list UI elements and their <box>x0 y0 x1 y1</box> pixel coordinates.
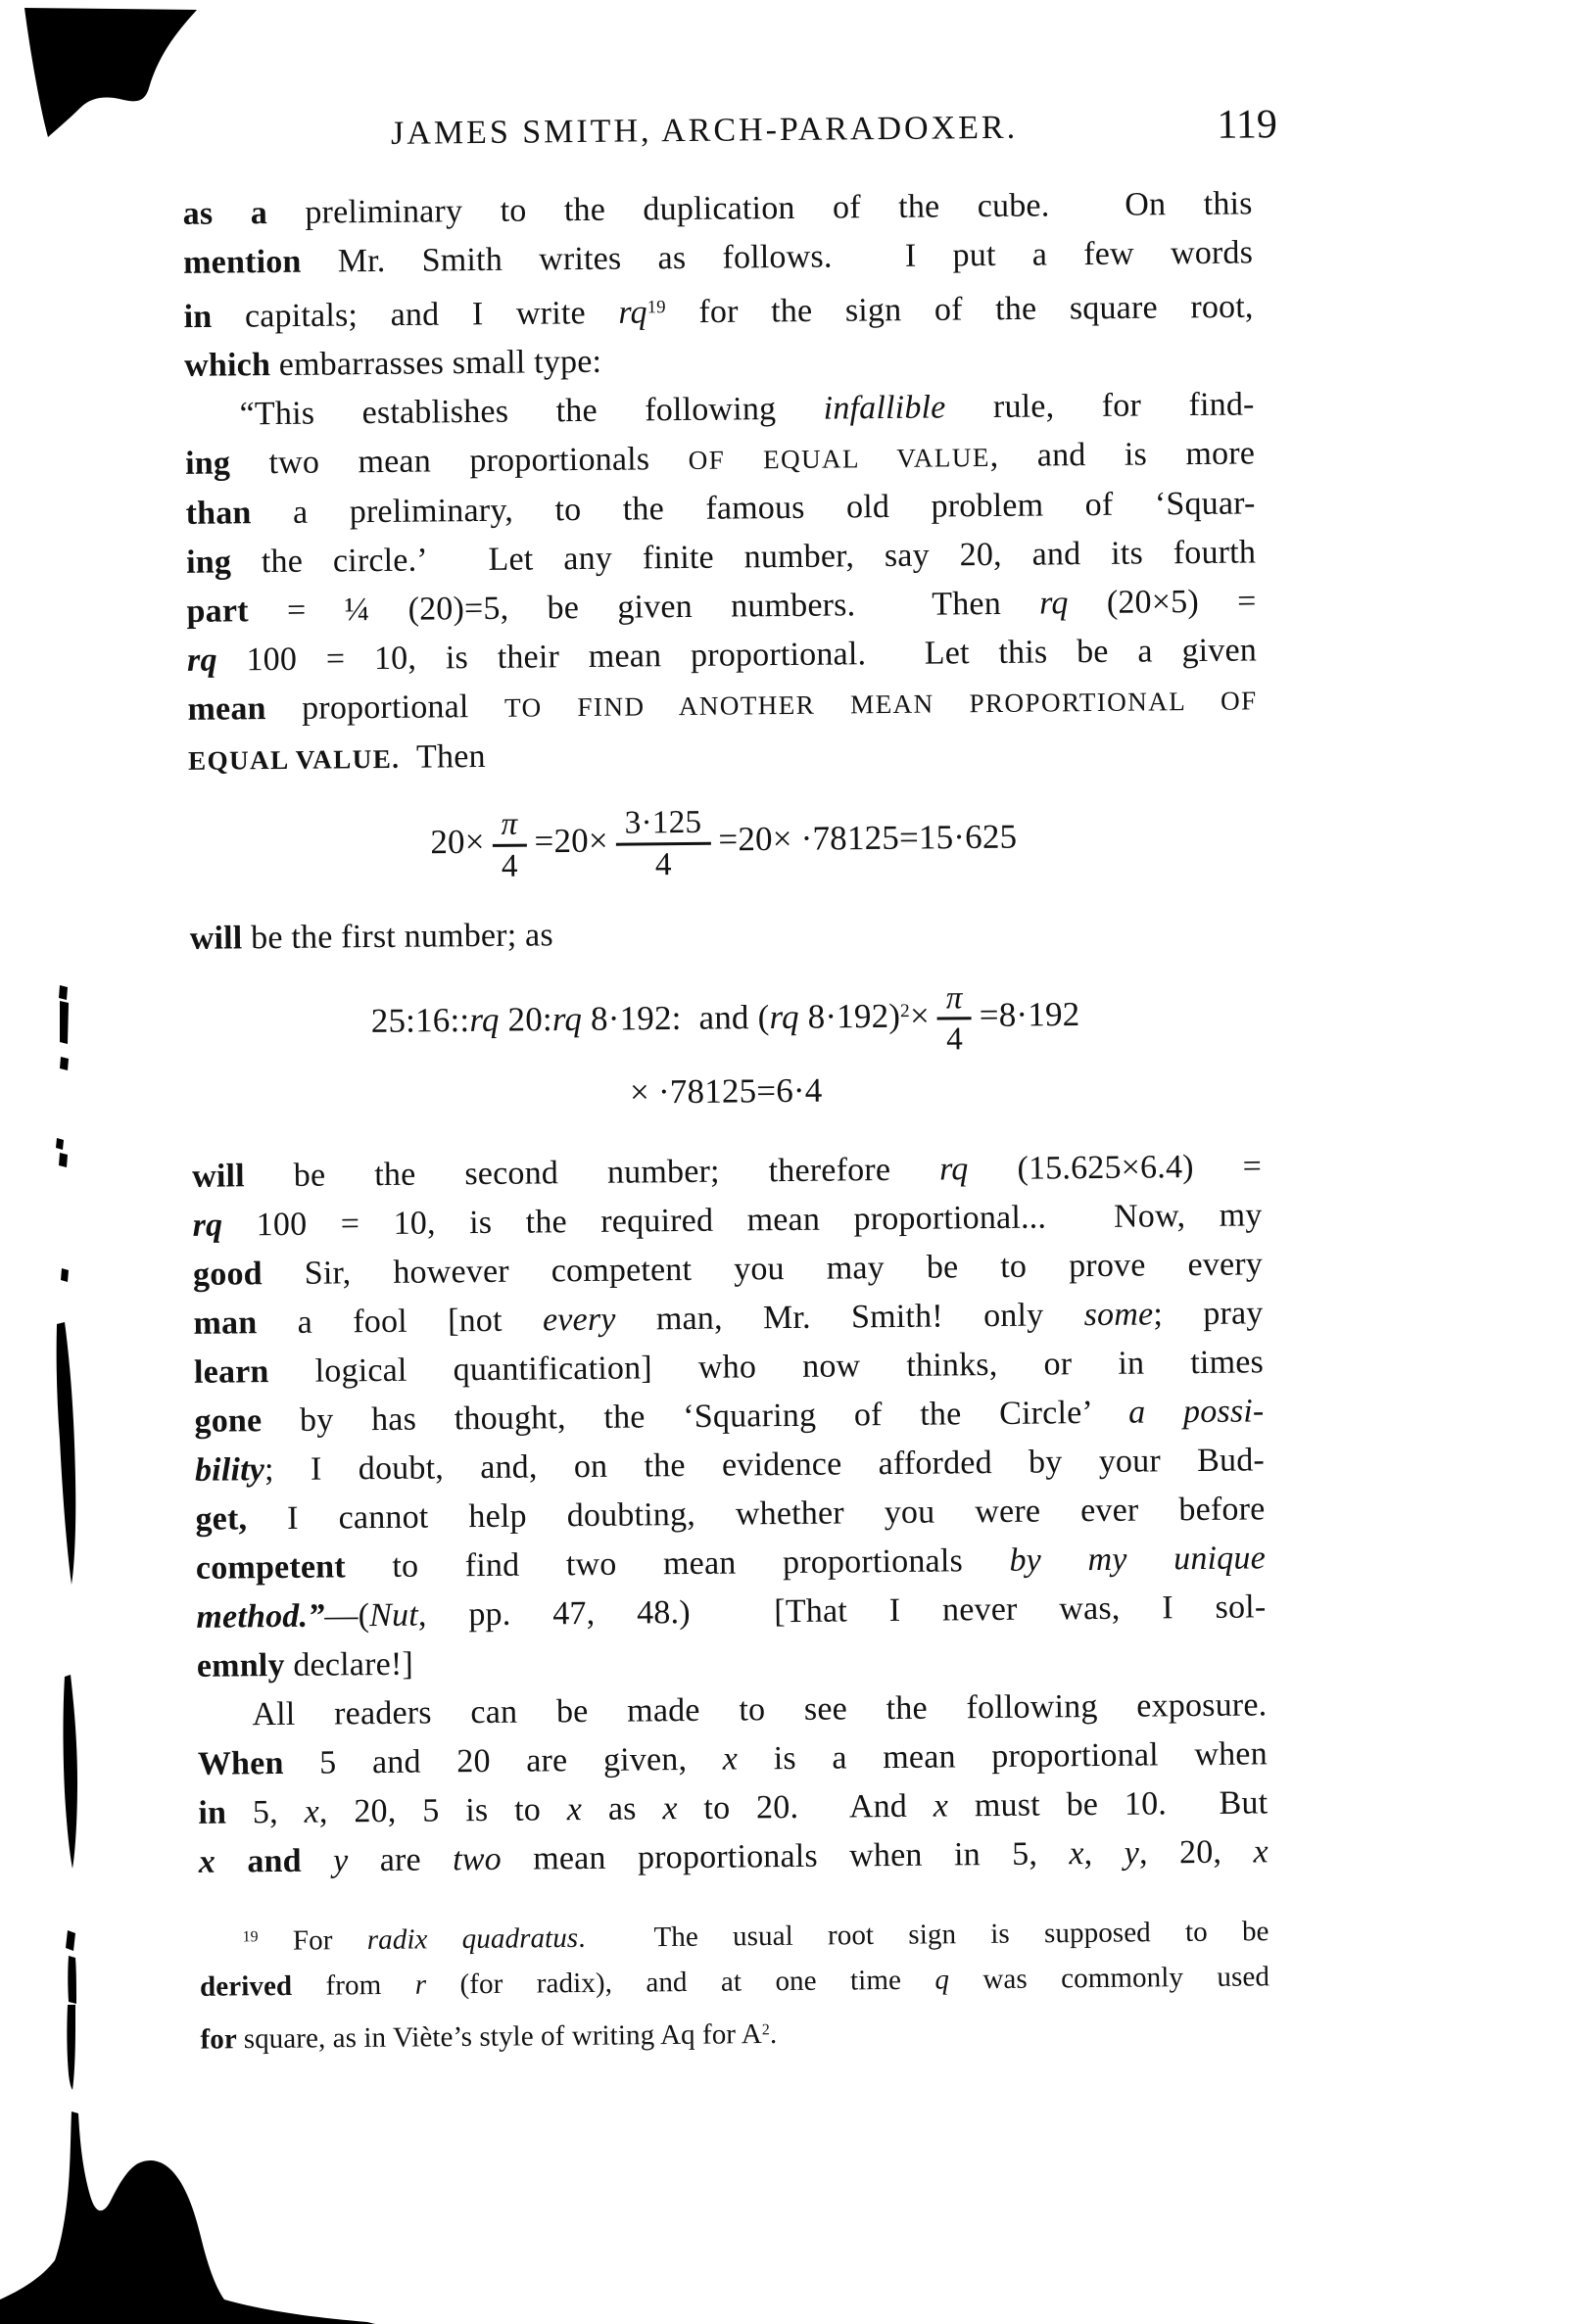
text-segment: y <box>1124 1834 1140 1872</box>
text-segment: by has thought, the ‘Squaring of the Circle’ <box>299 1394 1129 1440</box>
text-segment: 19 <box>242 1928 259 1946</box>
text-segment: learn <box>193 1352 315 1392</box>
text-segment: will <box>189 920 252 957</box>
text-segment: and <box>215 1842 334 1880</box>
text-segment: I cannot help doubting, whether you were ever before <box>286 1491 1266 1538</box>
text-segment: radix quadratus <box>366 1922 579 1957</box>
fraction-numerator: 3·125 <box>615 804 710 845</box>
text-segment: x <box>1069 1835 1084 1873</box>
text-segment: × <box>909 996 931 1035</box>
text-segment: rq <box>192 1207 257 1245</box>
text-segment: proportional <box>301 688 505 728</box>
text-segment: two <box>452 1841 503 1878</box>
text-segment: 8·192: and ( <box>581 997 770 1038</box>
text-segment: man <box>193 1304 298 1343</box>
text-segment: × ·78125=6·4 <box>629 1070 823 1112</box>
paragraph-4 <box>197 1682 1269 1887</box>
text-segment: for <box>200 2023 244 2056</box>
text-segment: 5 and 20 are given, <box>319 1740 723 1781</box>
text-segment: OF EQUAL VALUE <box>688 443 990 476</box>
text-segment: Then <box>400 738 486 777</box>
text-segment: EQUAL VALUE. <box>187 744 401 777</box>
fraction-denominator: 4 <box>654 845 672 882</box>
equation-line <box>191 1061 1262 1131</box>
text-segment: than <box>185 495 294 533</box>
text-segment: preliminary to the duplication of the cube. On this <box>305 185 1253 231</box>
text-segment: 2 <box>761 2021 771 2039</box>
text-segment: , 20, 5 is to <box>318 1791 567 1830</box>
text-segment: 100 = 10, is the required mean proportional... Now, my <box>256 1197 1263 1244</box>
text-segment: a preliminary, to the famous old problem of ‘Squar- <box>292 485 1256 532</box>
text-segment: . The usual root sign is supposed to be <box>578 1916 1269 1955</box>
text-segment: rq <box>618 294 647 331</box>
text-segment: for the sign of the square root, <box>665 288 1254 331</box>
fraction-numerator: π <box>492 806 526 847</box>
text-segment: x <box>1253 1833 1269 1871</box>
text-segment: rq <box>186 641 247 680</box>
paragraph-2 <box>184 381 1258 785</box>
text-segment: to find two mean proportionals <box>392 1542 1010 1586</box>
text-segment: from <box>325 1968 415 2002</box>
text-segment: will <box>191 1158 294 1196</box>
text-segment: square, as in Viète’s style of writing Aq for A <box>243 2018 763 2056</box>
text-content <box>182 179 1269 2063</box>
text-segment: , and is more <box>989 435 1256 475</box>
text-segment: x <box>566 1791 583 1828</box>
text-segment: x <box>933 1787 949 1825</box>
text-segment: 19 <box>646 297 666 318</box>
text-segment: 2 <box>900 1000 911 1021</box>
text-segment: as a <box>182 194 306 232</box>
text-segment: 5, <box>252 1794 305 1831</box>
text-segment: r <box>414 1968 427 2001</box>
text-segment: (15.625×6.4) = <box>968 1148 1263 1188</box>
text-segment: =8·192 <box>979 994 1080 1034</box>
text-segment: every <box>542 1301 616 1339</box>
text-segment: rq <box>551 999 583 1038</box>
text-segment: ; I doubt, and, on the evidence afforded by your Bud- <box>263 1442 1266 1489</box>
text-segment: embarrasses small type: <box>278 344 602 384</box>
fraction <box>615 804 710 882</box>
text-segment: For <box>258 1924 367 1958</box>
text-segment: part <box>186 593 288 631</box>
text-segment: —( <box>324 1597 370 1635</box>
text-segment: logical quantification] who now thinks, or in times <box>314 1344 1265 1390</box>
equation-2 <box>190 953 1262 1153</box>
text-segment: 20: <box>499 999 553 1039</box>
text-segment: good <box>192 1255 305 1294</box>
text-segment: must be 10. But <box>947 1784 1269 1825</box>
text-segment: =20× <box>534 821 609 861</box>
text-segment: TO FIND ANOTHER MEAN PROPORTIONAL OF <box>503 686 1258 724</box>
text-segment: rule, for find- <box>945 386 1255 426</box>
text-segment: 25:16:: <box>370 1000 470 1040</box>
text-segment: bility <box>194 1451 265 1490</box>
fraction <box>937 979 973 1058</box>
text-segment: mean proportionals when in 5, <box>501 1835 1070 1878</box>
text-segment: Sir, however competent you may be to prove every <box>304 1246 1264 1292</box>
text-segment: infallible <box>823 389 946 427</box>
text-line <box>200 2005 1269 2063</box>
text-segment: declare!] <box>293 1645 414 1684</box>
text-segment: , pp. 47, 48.) [That I never was, I sol- <box>417 1589 1267 1634</box>
text-segment: emnly <box>196 1647 294 1685</box>
text-segment: two mean proportionals <box>268 441 689 482</box>
text-segment: be the first number; as <box>251 917 553 957</box>
text-segment: ing <box>185 544 263 582</box>
text-segment: the circle.’ Let any finite number, say 20, and its fourth <box>261 534 1257 581</box>
text-segment: man, Mr. Smith! only <box>615 1297 1084 1338</box>
text-segment: x <box>662 1790 678 1827</box>
text-line <box>187 676 1257 735</box>
text-segment: x <box>198 1843 216 1881</box>
text-segment: get, <box>195 1500 288 1539</box>
text-segment: was commonly used <box>948 1961 1270 1996</box>
text-segment: gone <box>194 1402 301 1441</box>
text-segment: y <box>332 1842 349 1879</box>
fraction <box>492 806 527 884</box>
text-segment: a possi- <box>1127 1393 1265 1431</box>
text-segment: rq <box>938 1151 969 1188</box>
text-segment: Nut <box>368 1596 419 1635</box>
paragraph-1 <box>182 179 1254 391</box>
text-segment: rq <box>769 997 799 1036</box>
text-line <box>199 1828 1269 1887</box>
text-segment: 100 = 10, is their mean proportional. Let this be a given <box>246 632 1258 679</box>
text-segment: q <box>934 1964 950 1996</box>
fraction-numerator: π <box>937 979 972 1020</box>
text-segment: method.” <box>196 1597 325 1636</box>
text-segment: as <box>581 1790 663 1828</box>
text-segment: rq <box>469 1000 500 1039</box>
text-segment: ; pray <box>1153 1295 1264 1333</box>
text-segment: to 20. And <box>677 1787 934 1827</box>
text-segment: 8·192) <box>798 996 901 1036</box>
footnote <box>199 1907 1269 2063</box>
text-segment: mention <box>182 243 338 281</box>
text-segment: x <box>722 1740 739 1778</box>
text-segment: rq <box>1039 585 1069 622</box>
text-segment: by my unique <box>1009 1540 1267 1580</box>
text-segment: are <box>348 1841 454 1879</box>
text-segment: in <box>183 298 246 336</box>
text-segment: “This establishes the following <box>239 390 824 433</box>
text-segment: All readers can be made to see the following exposure. <box>252 1686 1268 1733</box>
fraction-denominator: 4 <box>945 1020 964 1058</box>
paragraph-3 <box>192 1143 1267 1691</box>
text-line <box>183 277 1253 342</box>
text-segment: = ¼ (20)=5, be given numbers. Then <box>286 585 1040 630</box>
text-segment: x <box>304 1793 320 1831</box>
text-segment: competent <box>195 1548 393 1588</box>
text-segment: . <box>769 2018 778 2051</box>
text-segment: which <box>183 347 279 385</box>
text-segment: ing <box>184 445 269 483</box>
text-segment: (for radix), and at one time <box>425 1964 935 2001</box>
page-header <box>182 101 1278 162</box>
text-segment: some <box>1083 1296 1154 1334</box>
text-segment: mean <box>187 690 303 729</box>
text-segment: 20× <box>430 823 485 862</box>
fraction-denominator: 4 <box>501 847 518 884</box>
running-title: JAMES SMITH, ARCH-PARADOXER. <box>390 109 1019 152</box>
text-segment: is a mean proportional when <box>737 1735 1269 1778</box>
text-segment: Mr. Smith writes as follows. I put a few words <box>337 234 1254 280</box>
text-segment: derived <box>199 1969 326 2004</box>
text-segment: (20×5) = <box>1068 583 1257 622</box>
equation-1 <box>188 776 1259 915</box>
text-segment: , 20, <box>1138 1833 1254 1872</box>
text-segment: in <box>198 1794 254 1832</box>
text-segment: be the second number; therefore <box>293 1151 940 1195</box>
text-segment: a fool [not <box>297 1302 544 1342</box>
text-segment: , <box>1083 1834 1125 1873</box>
equation-line <box>190 971 1261 1070</box>
equation-line <box>188 793 1259 893</box>
page-number: 119 <box>1217 102 1278 148</box>
text-segment: capitals; and I write <box>244 294 619 335</box>
text-segment: When <box>197 1744 320 1783</box>
text-segment: =20× ·78125=15·625 <box>718 817 1018 859</box>
